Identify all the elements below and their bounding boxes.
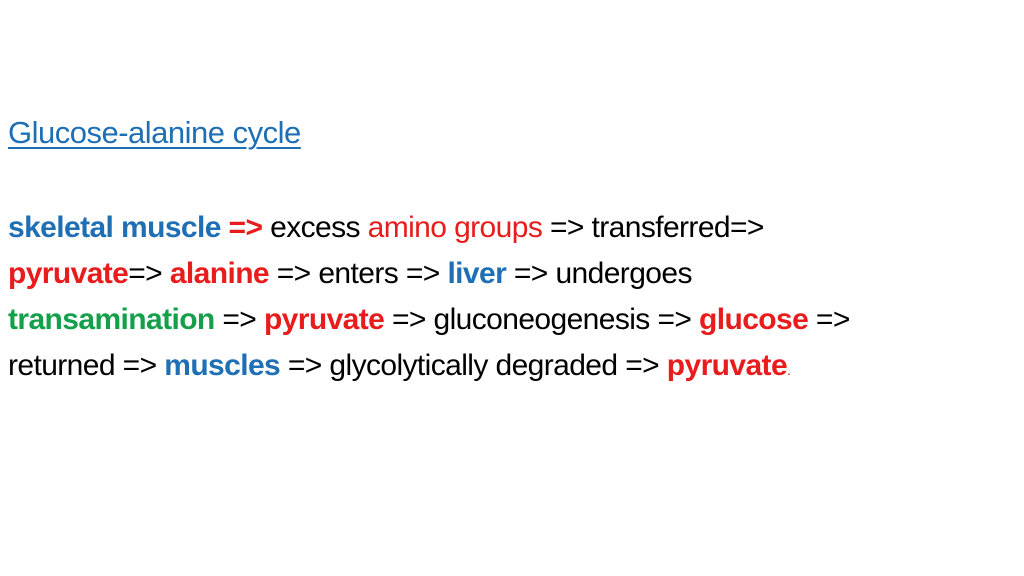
text-segment: pyruvate — [263, 303, 385, 336]
text-segment: excess — [270, 211, 368, 244]
body-line-3 — [8, 297, 1013, 343]
text-segment: skeletal muscle — [8, 211, 229, 244]
text-segment: liver — [447, 257, 507, 290]
text-segment: => glycolytically degraded => — [280, 349, 667, 382]
text-segment: => enters => — [269, 257, 448, 290]
text-segment: pyruvate — [8, 257, 129, 290]
text-segment: => — [214, 303, 264, 336]
text-segment: alanine — [169, 257, 270, 290]
text-segment: muscles — [164, 349, 281, 382]
text-segment: glucose — [699, 303, 809, 336]
body-line-2 — [8, 251, 1013, 297]
slide-title: Glucose-alanine cycle — [8, 115, 301, 150]
text-segment: => — [228, 211, 271, 244]
text-segment: transamination — [8, 303, 215, 336]
body-line-4 — [8, 343, 1013, 393]
body-line-1 — [8, 205, 1013, 251]
text-segment: => transferred=> — [542, 211, 764, 244]
text-segment: amino groups — [367, 211, 543, 244]
slide-body — [8, 205, 1013, 393]
text-segment: => undergoes — [506, 257, 692, 290]
text-segment: => — [808, 303, 850, 336]
text-segment: pyruvate — [666, 349, 788, 382]
text-segment: => — [128, 257, 170, 290]
text-segment: . — [787, 362, 791, 378]
text-segment: returned => — [8, 349, 165, 382]
text-segment: => gluconeogenesis => — [384, 303, 700, 336]
